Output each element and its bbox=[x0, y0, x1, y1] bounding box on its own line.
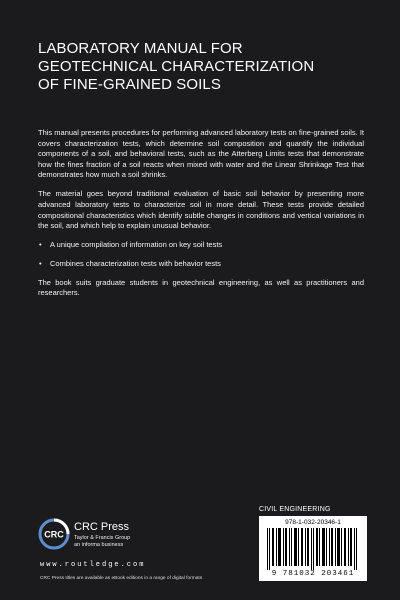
title-line-2: GEOTECHNICAL CHARACTERIZATION bbox=[38, 58, 315, 75]
feature-list-item bbox=[38, 259, 364, 270]
book-title bbox=[38, 40, 368, 94]
description-paragraph-3: The book suits graduate students in geotechnical engineering, as well as practitioners and researchers. bbox=[38, 277, 364, 298]
isbn-barcode bbox=[259, 516, 367, 581]
bullet-icon: • bbox=[39, 258, 42, 268]
feature-text: A unique compilation of information on key soil tests bbox=[50, 240, 223, 250]
ebook-note: CRC Press titles are available as eBook editions in a range of digital formats bbox=[40, 576, 203, 581]
publisher-block bbox=[38, 518, 238, 578]
title-line-1: LABORATORY MANUAL FOR bbox=[38, 40, 243, 57]
title-line-3: OF FINE-GRAINED SOILS bbox=[38, 76, 221, 93]
barcode-icon bbox=[265, 528, 361, 570]
publisher-group: Taylor & Francis Group bbox=[74, 535, 131, 541]
feature-text: Combines characterization tests with behavior tests bbox=[50, 258, 221, 268]
description-paragraph-1: This manual presents procedures for performing advanced laboratory tests on fine-grained soils. It covers characterization tests, which determine soil composition and quantify the individual components of a soil, and behavioral tests, such as the Atterberg Limits tests that demonstrate how the fines fraction of a soil reacts when mixed with water and the Linear Shrinkage Test that demonstrates how much a soil shrinks. bbox=[38, 128, 364, 180]
publisher-parent: an informa business bbox=[74, 542, 124, 548]
logo-text: CRC bbox=[44, 529, 64, 540]
feature-list-item bbox=[38, 240, 364, 251]
isbn-label: 978-1-032-20346-1 bbox=[285, 519, 341, 526]
isbn-digits: 9 781032 203461 bbox=[271, 570, 355, 578]
book-description bbox=[38, 128, 364, 307]
description-paragraph-2: The material goes beyond traditional evaluation of basic soil behavior by presenting more advanced laboratory tests to characterize soil in more detail. These tests provide detailed compositional characteristics which identify subtle changes in conditions and vertical variations in the soil, and which help to explain unusual behavior. bbox=[38, 189, 364, 231]
bullet-icon: • bbox=[39, 240, 42, 250]
crc-press-logo-icon bbox=[38, 518, 70, 550]
publisher-name: CRC Press bbox=[74, 521, 130, 533]
subject-category: CIVIL ENGINEERING bbox=[259, 506, 331, 513]
feature-list bbox=[38, 240, 364, 269]
publisher-website: www.routledge.com bbox=[40, 561, 146, 569]
